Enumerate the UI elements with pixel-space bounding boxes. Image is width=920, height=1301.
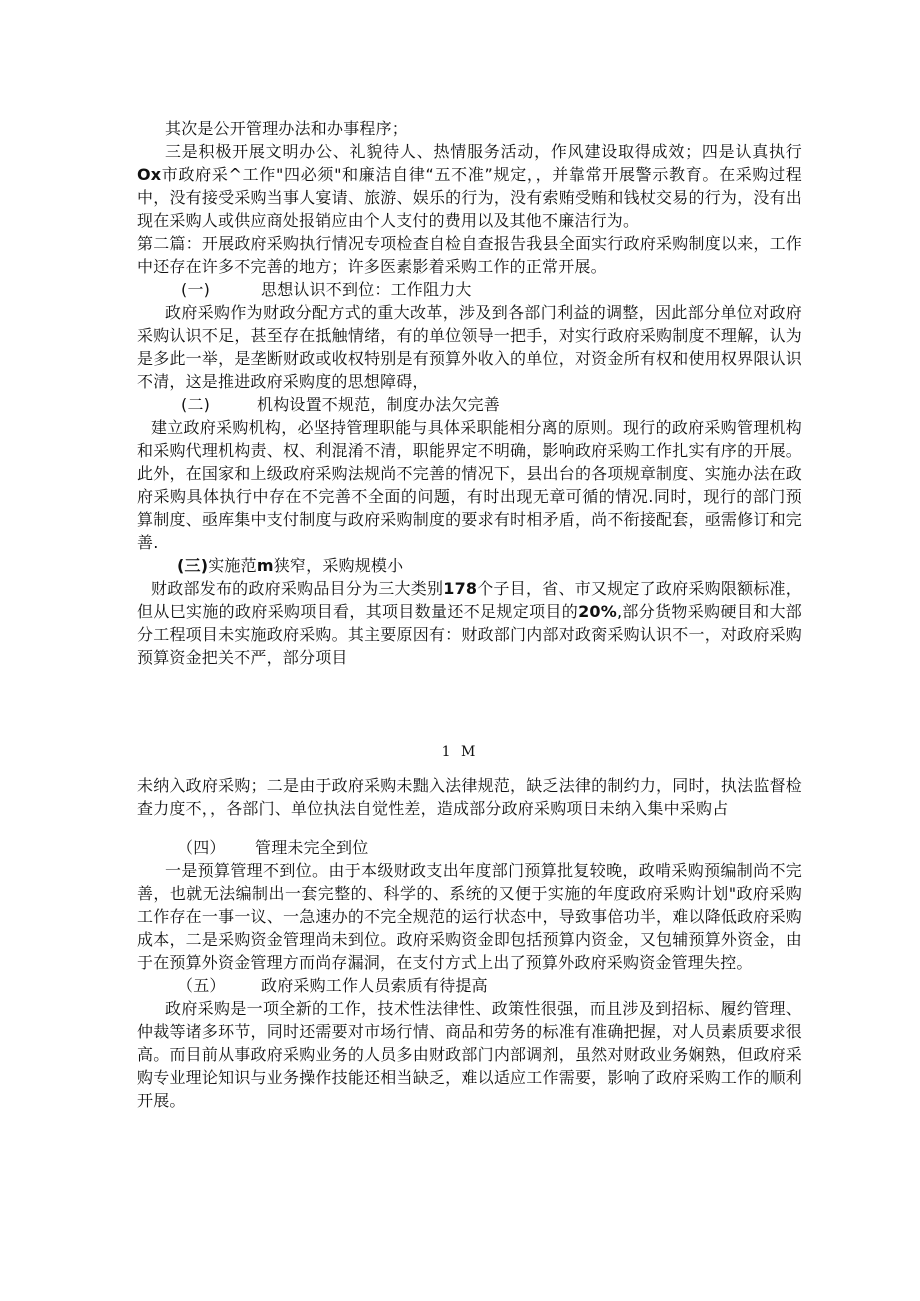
paragraph-institutions: 建立政府采购机构，必坚持管理职能与具体采职能相分离的原则。现行的政府采购管理机构和采购代理机构责、权、利混淆不清，职能界定不明确，影响政府采购工作扎实有序的开展。此外，在国家和上级政府采购法规尚不完善的情况下，县出台的各项规章制度、实施办法在政府采购具体执行中存在不完善不全面的问题，有时出现无章可循的情况.同时，现行的部门预算制度、亟库集中支付制度与政府采购制度的要求有时相矛盾，尚不衔接配套，亟需修订和完善. (137, 418, 802, 552)
paragraph-second-article: 第二篇：开展政府采购执行情况专项检查自检自查报告我县全面实行政府采购制度以来，工作中还存在许多不完善的地方；许多医素影着采购工作的正常开展。 (137, 234, 802, 276)
section-heading-1: (一) 思想认识不到位：工作阻力大 (181, 280, 472, 299)
paragraph-staff-quality: 政府采购是一项全新的工作，技术性法律性、政策性很强，而且涉及到招标、履约管理、仲裁等诸多环节，同时还需要对市场行情、商品和劳务的标准有准确把握，对人员素质要求很高。而目前从事政府采购业务的人员多由财政部门内部调剂，虽然对财政业务娴熟，但政府采购专业理论知识与业务操作技能还相当缺乏，难以适应工作需要，影响了政府采购工作的顺利开展。 (137, 999, 802, 1110)
paragraph-public-procedures: 其次是公开管理办法和办事程序； (165, 119, 409, 138)
paragraph-civil-service: 三是积极开展文明办公、礼貌待人、热情服务活动，作风建设取得成效；四是认真执行Ox市政府采^工作"四必须"和廉洁自律“五不准”规定，，并靠常开展警示教育。在采购过程中，没有接受采购当事人宴请、旅游、娱乐的行为，没有索贿受贿和钱杖交易的行为，没有出现在采购人或供应商处报销应由个人支付的费用以及其他不廉洁行为。 (137, 142, 802, 230)
page-number: 1 M (441, 744, 479, 760)
paragraph-awareness: 政府采购作为财政分配方式的重大改革，涉及到各部门利益的调整，因此部分单位对政府采购认识不足，甚至存在抵触情绪，有的单位领导一把手，对实行政府采购制度不理解，认为是多此一举，是垄断财政或收权特别是有预算外收入的单位，对资金所有权和使用权界限认识不清，这是推进政府采购度的思想障碍， (137, 303, 802, 391)
paragraph-scope: 财政部发布的政府采购品目分为三大类别178个子目，省、市又规定了政府采购限额标准，但从巳实施的政府采购项目看，其项目数量还不足规定项目的20%,部分货物采购硬目和大部分工程项目未实施政府采购。其主要原因有：财政部门内部对政脔采购认识不一，对政府采购预算资金把关不严，部分项目 (137, 579, 802, 667)
section-heading-2: (二) 机构设置不规范，制度办法欠完善 (181, 395, 501, 414)
text-block-upper (137, 117, 802, 669)
text-block-lower (137, 774, 802, 1112)
paragraph-not-included: 未纳入政府采购；二是由于政府采购未黜入法律规范，缺乏法律的制约力，同时，执法监督检查力度不，，各部门、单位执法自觉性差，造成部分政府采购项日未纳入集中采购占 (137, 776, 802, 818)
section-heading-3: (三)实施范m狭窄，采购规模小 (177, 556, 404, 575)
section-heading-5: （五） 政府采购工作人员索质有待提高 (177, 976, 488, 995)
paragraph-management: 一是预算管理不到位。由于本级财政支出年度部门预算批复较晚，政啃采购预编制尚不完善，也就无法编制出一套完整的、科学的、系统的又便于实施的年度政府采购计划"政府采购工作存在一事一议、一急速办的不完全规范的运行状态中，导致事倍功半，难以降低政府采购成本，二是采购资金管理尚未到位。政府采购资金即包括预算内资金，又包辅预算外资金，由于在预算外资金管理方而尚存漏洞，在支付方式上出了预算外政府采购资金管理失控。 (137, 861, 802, 972)
section-heading-4: （四） 管理未完全到位 (177, 838, 369, 857)
